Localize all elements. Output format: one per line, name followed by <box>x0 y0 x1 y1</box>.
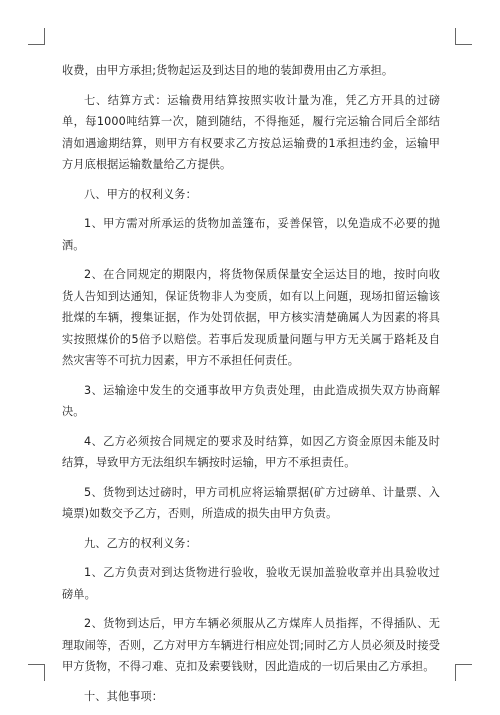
paragraph-fee-continuation: 收费，由甲方承担;货物起运及到达目的地的装卸费用由乙方承担。 <box>62 64 394 77</box>
paragraph-party-a-item-4: 4、乙方必须按合同规定的要求及时结算，如因乙方资金原因未能及时结算，导致甲方无法组织车辆按时运输，甲方不承担责任。 <box>62 434 440 469</box>
crop-mark-top-left <box>28 28 45 45</box>
crop-mark-top-right <box>455 28 472 45</box>
paragraph-party-a-item-1: 1、甲方需对所承运的货物加盖篷布，妥善保管，以免造成不必要的抛洒。 <box>62 217 440 252</box>
crop-mark-bottom-right <box>455 664 472 681</box>
heading-other-matters: 十、其他事项： <box>84 689 164 703</box>
heading-party-b-rights: 九、乙方的权利义务： <box>84 536 197 550</box>
document-body <box>62 60 440 715</box>
paragraph-party-a-item-2: 2、在合同规定的期限内，将货物保质保量安全运达目的地，按时向收货人告知到达通知，保证货物非人为变质，如有以上问题，现场扣留运输该批煤的车辆，搜集证据，作为处罚依据，甲方核实清楚确属人为因素的将具实按照煤价的5倍予以赔偿。若事后发现质量问题与甲方无关属于路耗及自然灾害等不可抗力因素，甲方不承担任何责任。 <box>62 268 440 367</box>
paragraph-party-b-item-1: 1、乙方负责对到达货物进行验收，验收无误加盖验收章并出具验收过磅单。 <box>62 566 440 601</box>
paragraph-settlement-method: 七、结算方式：运输费用结算按照实收计量为准，凭乙方开具的过磅单，每1000吨结算一次，随到随结，不得拖延，履行完运输合同后全部结清如遇逾期结算，则甲方有权要求乙方按总运输费的1承担违约金，运输甲方月底根据运输数量给乙方提供。 <box>62 93 440 171</box>
paragraph-party-a-item-3: 3、运输途中发生的交通事故甲方负责处理，由此造成损失双方协商解决。 <box>62 383 440 418</box>
paragraph-party-b-item-2: 2、货物到达后，甲方车辆必须服从乙方煤库人员指挥，不得插队、无理取闹等，否则，乙方对甲方车辆进行相应处罚;同时乙方人员必须及时接受甲方货物，不得刁难、克扣及索要钱财，因此造成的一切后果由乙方承担。 <box>62 617 440 673</box>
heading-party-a-rights: 八、甲方的权利义务： <box>84 187 197 201</box>
paragraph-party-a-item-5: 5、货物到达过磅时，甲方司机应将运输票据(矿方过磅单、计量票、入境票)如数交予乙方，否则，所造成的损失由甲方负责。 <box>62 485 440 520</box>
crop-mark-bottom-left <box>28 664 45 681</box>
